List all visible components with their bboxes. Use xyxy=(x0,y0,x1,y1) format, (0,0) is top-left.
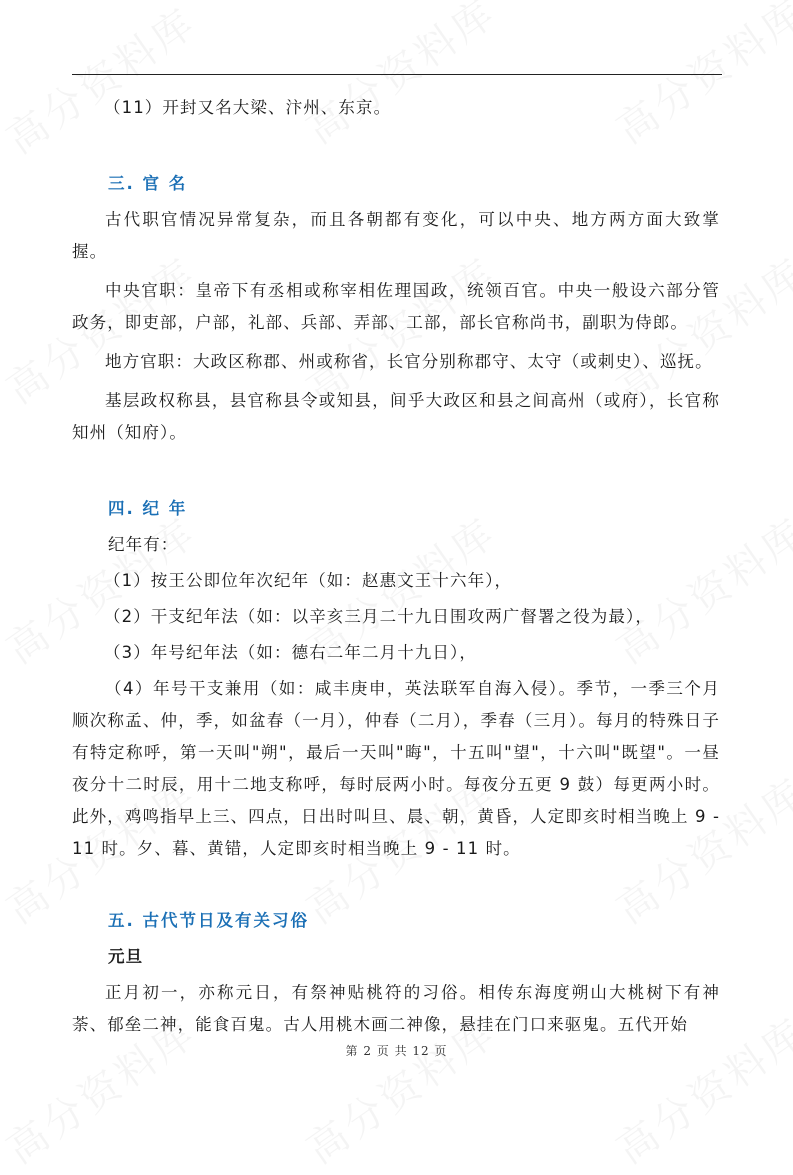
paragraph: 古代职官情况异常复杂，而且各朝都有变化，可以中央、地方两方面大致掌握。 xyxy=(72,210,720,261)
paragraph: 正月初一，亦称元日，有祭神贴桃符的习俗。相传东海度朔山大桃树下有神荼、郁垒二神，能食百鬼。古人用桃木画二神像，悬挂在门口来驱鬼。五代开始 xyxy=(72,983,720,1034)
section-heading-official-titles: 三. 官 名 xyxy=(108,174,188,193)
paragraph: 地方官职：大政区称郡、州或称省，长官分别称郡守、太守（或刺史）、巡抚。 xyxy=(105,352,713,371)
section-heading-chronology: 四. 纪 年 xyxy=(108,499,188,518)
subheading-new-year: 元旦 xyxy=(108,947,144,966)
list-item: （2）干支纪年法（如：以辛亥三月二十九日围攻两广督署之役为最）， xyxy=(104,607,653,626)
list-item: （3）年号纪年法（如：德右二年二月十九日）， xyxy=(104,643,477,662)
document-body xyxy=(72,92,720,1041)
section-heading-festivals: 五. 古代节日及有关习俗 xyxy=(108,911,310,930)
list-item: （1）按王公即位年次纪年（如：赵惠文王十六年）， xyxy=(104,571,513,590)
header-rule xyxy=(72,74,722,75)
paragraph: 中央官职：皇帝下有丞相或称宰相佐理国政，统领百官。中央一般设六部分管政务，即吏部，户部，礼部、兵部、弄部、工部，部长官称尚书，副职为侍郎。 xyxy=(72,281,720,332)
paragraph: 基层政权称县，县官称县令或知县，间乎大政区和县之间高州（或府），长官称知州（知府）。 xyxy=(72,391,720,442)
list-item-11: （11）开封又名大梁、汴州、东京。 xyxy=(104,98,392,117)
page-number: 第 2 页 共 12 页 xyxy=(345,1044,448,1058)
paragraph: （4）年号干支兼用（如：咸丰庚申，英法联军自海入侵）。季节，一季三个月顺次称孟、仲，季，如盆春（一月），仲春（二月），季春（三月）。每月的特殊日子有特定称呼，第一天叫"朔"，最后一天叫"晦"，十五叫"望"，十六叫"既望"。一昼夜分十二时辰，用十二地支称呼，每时辰两小时。每夜分五更 9 鼓）每更两小时。此外，鸡鸣指早上三、四点，日出时叫旦、晨、朝，黄昏，人定即亥时相当晚上 9 - 11 时。夕、暮、黄错，人定即亥时相当晚上 9 - 11 时。 xyxy=(72,679,720,858)
paragraph: 纪年有： xyxy=(108,535,179,554)
